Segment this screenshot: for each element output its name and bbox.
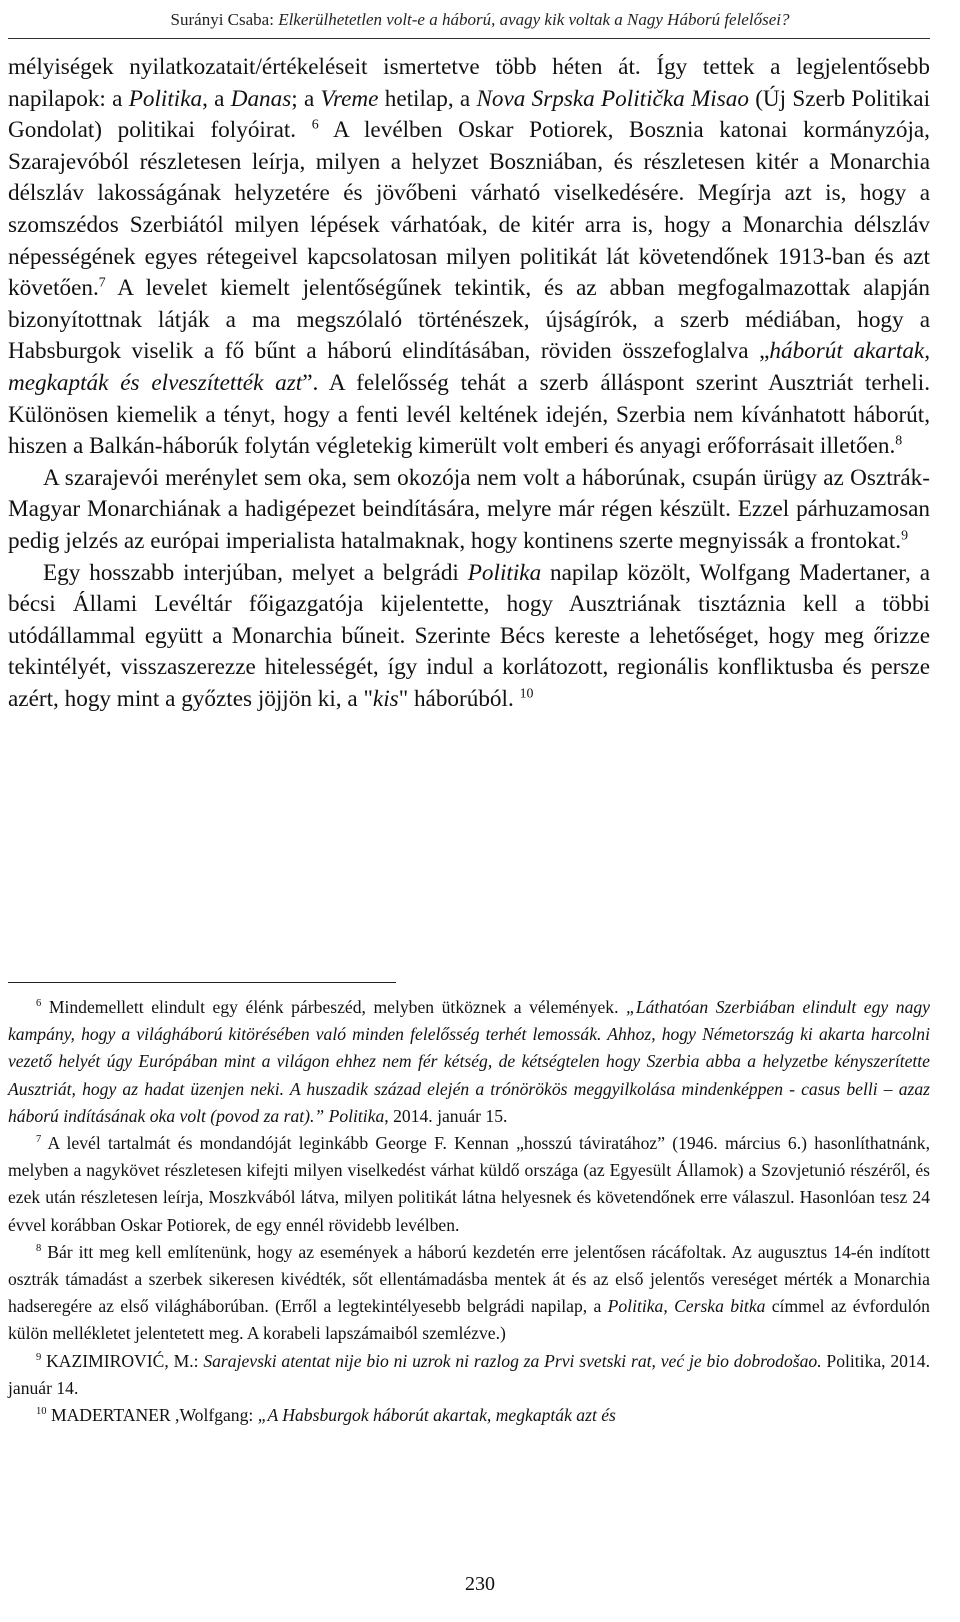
paragraph-1 xyxy=(8,52,930,463)
paragraph-3 xyxy=(8,558,930,716)
footnote-8 xyxy=(8,1239,930,1348)
text-run: Politika, 2014. január 14. xyxy=(8,1350,930,1398)
text-run: napilap közölt, Wolfgang Madertaner, a bécsi Állami Levéltár főigazgatója kijelentette, hogy Ausztriának tisztáznia kell a többi utódállammal együtt a Monarchia bűneit. Szerinte Bécs kereste a lehetőséget, hogy meg őrizze tekintélyét, visszaszerezze hitelességét, így indul a korlátozott, regionális konfliktusba és persze azért, hogy mint a győztes jöjjön ki, a " xyxy=(8,559,930,712)
footnote-ref: 6 xyxy=(311,117,319,133)
text-run: ”. A felelősség tehát a szerb álláspont szerint Ausztriát terheli. Különösen kiemelik a tényt, hogy a fenti levél keltének idején, Szerbia nem kívánhatott háborút, hiszen a Balkán-háborúk folytán végletekig kimerült volt emberi és anyagi erőforrásait illetően. xyxy=(8,369,930,460)
page-number: 230 xyxy=(465,1573,495,1595)
header-divider xyxy=(8,38,930,39)
text-run: A levelet kiemelt jelentőségűnek tekintik, és az abban megfogalmazottak alapján bizonyítottnak látják a ma megszólaló történészek, újságírók, a szerb médiában, hogy a Habsburgok viselik a fő bűnt a háború elindításában, röviden összefoglalva „ xyxy=(8,275,930,365)
text-run: címmel az évfordulón külön mellékletet jelentetett meg. A korabeli lapszámaiból szemlézve.) xyxy=(8,1296,930,1344)
italic-text: Sarajevski atentat nije bio ni uzrok ni razlog za Prvi svetski rat, već je bio dobrodošao. xyxy=(203,1350,822,1371)
text-run: mélyiségek nyilatkozatait/értékeléseit ismertetve több héten át. Így tettek a legjelentősebb napilapok: a xyxy=(8,54,930,112)
text-run: Egy hosszabb interjúban, melyet a belgrádi xyxy=(43,559,468,586)
footnote-ref: 10 xyxy=(36,1406,47,1418)
text-run: A levélben Oskar Potiorek, Bosznia katonai kormányzója, Szarajevóból részletesen leírja, milyen a helyzet Boszniában, és részletesen kitér a Monarchia délszláv lakosságának helyzetére és jövőbeni várható viselkedésére. Megírja azt is, hogy a szomszédos Szerbiától milyen lépések várhatóak, de kitér arra is, hogy a Monarchia délszláv népességének egyes rétegeivel kapcsolatosan milyen politikát lát követendőnek 1913-ban és azt követően. xyxy=(8,117,930,302)
italic-text: Politika xyxy=(328,1105,385,1126)
running-header xyxy=(0,10,960,30)
text-run: Bár itt meg kell említenünk, hogy az események a háború kezdetén erre jelentősen rácáfoltak. Az augusztus 14-én indított osztrák támadást a szerbek sikeresen kivédték, sőt ellentámadásba mentek át és az első jelentős vereséget mérték a Monarchia hadseregére az első világháborúban. (Erről a legtekintélyesebb belgrádi napilap, a xyxy=(8,1241,930,1317)
italic-text: háborút akartak, megkapták és elveszítették azt xyxy=(8,338,931,396)
italic-text: Politika xyxy=(128,85,203,112)
text-run: Mindemellett elindult egy élénk párbeszéd, melyben ütköznek a vélemények. xyxy=(41,997,627,1017)
text-run: A levél tartalmát és mondandóját leginkább George F. Kennan „hosszú táviratához” (1946. március 6.) hasonlíthatnánk, melyben a nagykövet részletesen kifejti milyen viselkedést várhat küldő országa (az Egyesült Államok) a Szovjetunió részéről, és ezek után részletesen leírja, Moszkvából látva, milyen politikát látna helyesnek és követendőnek erre válaszul. Hasonlóan tesz 24 évvel korábban Oskar Potiorek, de egy ennél rövidebb levélben. xyxy=(8,1133,930,1235)
footnote-ref: 6 xyxy=(36,998,42,1010)
footnote-7 xyxy=(8,1130,930,1239)
text-run: KAZIMIROVIĆ, M.: xyxy=(41,1350,204,1371)
italic-text: kis xyxy=(372,685,399,712)
footnote-9 xyxy=(8,1348,930,1402)
text-run: hetilap, a xyxy=(378,85,477,112)
footnote-ref: 7 xyxy=(98,275,106,291)
italic-text: Politika xyxy=(467,559,542,586)
footnote-ref: 7 xyxy=(36,1134,42,1146)
text-run: , a xyxy=(202,85,231,112)
italic-text: „Láthatóan Szerbiában elindult egy nagy kampány, hogy a világháború kitörésében való minden felelősség terhét lemossák. Ahhoz, hogy Németország ki akarta harcolni vezető helyét úgy Európában mint a világon ehhez nem fér kétség, de kétségtelen hogy Szerbia abba a helyzetbe kényszerítette Ausztriát, hogy az hadat üzenjen neki. A huszadik század elején a trónörökös meggyilkolása mindenképpen - casus belli – azaz háború indításának oka volt (povod za rat).” xyxy=(8,997,930,1126)
footnote-6 xyxy=(8,994,930,1130)
italic-text: Nova Srpska Politička Misao xyxy=(476,85,749,112)
text-run: ; a xyxy=(291,85,321,112)
footnote-divider xyxy=(8,982,396,983)
main-text xyxy=(8,52,930,715)
text-run: , 2014. január 15. xyxy=(384,1105,508,1126)
header-author: Surányi Csaba: xyxy=(170,10,279,29)
footnote-ref: 8 xyxy=(36,1242,42,1254)
italic-text: Politika, Cerska bitka xyxy=(607,1296,766,1317)
italic-text: Danas xyxy=(230,85,292,112)
italic-text: Vreme xyxy=(320,85,379,112)
text-run: " háborúból. xyxy=(398,685,520,712)
footnote-ref: 8 xyxy=(895,433,903,449)
text-run: MADERTANER ,Wolfgang: xyxy=(46,1405,258,1426)
text-run: A szarajevói merénylet sem oka, sem okozója nem volt a háborúnak, csupán ürügy az Osztrák-Magyar Monarchiának a hadigépezet beindítására, melyre már régen készült. Ezzel párhuzamosan pedig jelzés az európai imperialista hatalmaknak, hogy kontinens szerte megnyissák a frontokat. xyxy=(8,464,930,554)
footnotes xyxy=(8,994,930,1429)
footnote-ref: 10 xyxy=(519,686,534,702)
footnote-ref: 9 xyxy=(36,1351,42,1363)
header-title: Elkerülhetetlen volt-e a háború, avagy kik voltak a Nagy Háború felelősei? xyxy=(278,10,790,29)
italic-text: „A Habsburgok háborút akartak, megkapták azt és xyxy=(257,1405,616,1426)
paragraph-2 xyxy=(8,463,930,558)
footnote-ref: 9 xyxy=(901,528,909,544)
text-run: (Új Szerb Politikai Gondolat) politikai folyóirat. xyxy=(8,85,931,144)
footnote-10 xyxy=(8,1402,930,1429)
